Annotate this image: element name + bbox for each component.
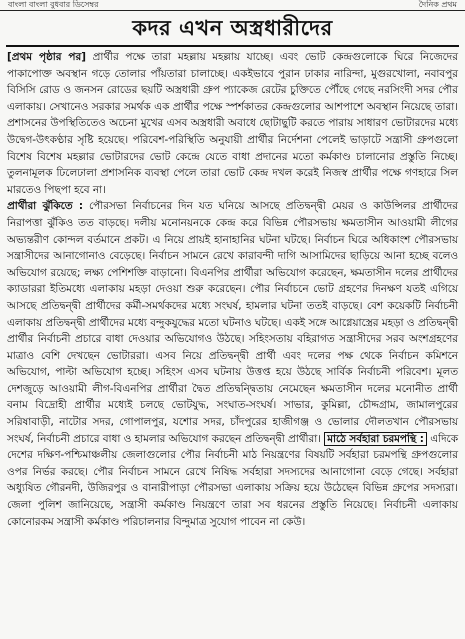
paragraph-1-text: প্রার্থীর পক্ষে তারা মহল্লায় মহল্লায় যাচ্ছে। এবং ভোট কেন্দ্রগুলোকে ঘিরে নিজেদের পাকাপোক্ত অবস্থান গড়ে তোলার পাঁয়তারা চালাচ্ছে। একইভাবে পুরান ঢাকার নারিন্দা, মুগুরখোলা, নবাবপুর বিসিসি রোড ও জনসন রোডের ছয়টি অস্ত্রধারী গ্রুপ প্যাকেজ রেটের চুক্তিতে পৌঁছে গেছে নরসিংদী সদর পৌর এলাকায়। সেখানেও সরকার সমর্থক এক প্রার্থীর পক্ষে স্পর্শকাতর কেন্দ্রগুলোর আশপাশে অবস্থান নিয়েছে তারা। প্রশাসনের উপস্থিতিতেও অচেনা মুখের এসব অস্ত্রধারী অবাধে ছোটাছুটি করতে পারায় সাধারণ ভোটারদের মধ্যে উদ্বেগ-উৎকণ্ঠার সৃষ্টি হয়েছে। পরিবেশ-পরিস্থিতি অনুযায়ী প্রার্থীর নির্দেশনা পেলেই ভাড়াটে সন্ত্রাসী গ্রুপগুলো বিশেষ বিশেষ মহল্লার ভোটারদের ভোট কেন্দ্রে যেতে বাধা প্রদানের মতো কর্মকাণ্ড চালানোর প্রস্তুতি নিচ্ছে। তুলনামূলক ঢিলেঢালা প্রশাসনিক ব্যবস্থা পেলে তারা ভোট কেন্দ্র দখল করেই নিজস্ব প্রার্থীর পক্ষে গণহারে সিল মারতেও পিছপা হবে না। [7, 51, 458, 196]
subhead-candidates-at-risk: প্রার্থীরা ঝুঁকিতে : [7, 200, 83, 213]
subhead-sarbahara: মাঠে সর্বহারা চরমপন্থি : [324, 432, 427, 446]
paragraph-2-tail-text: এদিকে দেশের দক্ষিণ-পশ্চিমাঞ্চলীয় জেলাগুলোর পৌর নির্বাচনী মাঠ নিয়ন্ত্রণের বিষয়টি সর্বহারা চরমপন্থি গ্রুপগুলোর ওপর নির্ভর করছে। পৌর নির্বাচন সামনে রেখে নিষিদ্ধ সর্বহারা সদস্যদের আনাগোনা বেড়ে গেছে। সর্বহারা অধ্যুষিত গৌরনদী, উজিরপুর ও বানারীপাড়া পৌরসভা এলাকায় সক্রিয় হয়ে উঠেছেন বিভিন্ন গ্রুপের সদস্যরা। জেলা পুলিশ জানিয়েছে, সন্ত্রাসী কর্মকাণ্ড নিয়ন্ত্রণে তারা সব ধরনের প্রস্তুতি নিয়েছে। নির্বাচনী এলাকায় কোনোরকম সন্ত্রাসী কর্মকাণ্ড পরিচালনার বিন্দুমাত্র সুযোগ পাবেন না কেউ। [7, 432, 458, 528]
top-strip-right: দৈনিক প্রথম [418, 0, 457, 9]
continuation-label: [প্রথম পৃষ্ঠার পর] [7, 51, 86, 63]
paragraph-2-text: পৌরসভা নির্বাচনের দিন যত ঘনিয়ে আসছে প্রতিদ্বন্দ্বী মেয়র ও কাউন্সিলর প্রার্থীদের নিরাপত্তা ঝুঁকিও তত বাড়ছে। দলীয় মনোনয়নকে কেন্দ্র করে বিভিন্ন পৌরসভায় ক্ষমতাসীন আওয়ামী লীগের অভ্যন্তরীণ কোন্দল বর্তমানে প্রকট। এ নিয়ে প্রায়ই হানাহানির ঘটনা ঘটছে। নির্বাচন ঘিরে অধিকাংশ পৌরসভায় সন্ত্রাসীদের আনাগোনাও বেড়েছে। নির্বাচন সামনে রেখে কারাবন্দী দাগি আসামিদের ছাড়িয়ে আনা হচ্ছে বলেও অভিযোগ রয়েছে; লক্ষ্য পেশিশক্তি বাড়ানো। বিএনপির প্রার্থীরা অভিযোগ করেছেন, ক্ষমতাসীন দলের প্রার্থীদের ক্যাডাররা ইতিমধ্যে এলাকায় মহড়া দেওয়া শুরু করেছেন। পৌর নির্বাচনে ভোট গ্রহণের দিনক্ষণ যতই এগিয়ে আসছে প্রতিদ্বন্দ্বী প্রার্থীদের কর্মী-সমর্থকদের মধ্যে সংঘর্ষ, হামলার ঘটনা ততই বাড়ছে। বেশ কয়েকটি নির্বাচনী এলাকায় প্রতিদ্বন্দ্বী প্রার্থীদের মধ্যে বন্দুকযুদ্ধের মতো ঘটনাও ঘটছে। একই সঙ্গে আগ্নেয়াস্ত্রের মহড়া ও প্রতিদ্বন্দ্বী প্রার্থীর নির্বাচনী প্রচারে বাধা দেওয়ার অভিযোগও উঠছে। সহিংসতায় বহিরাগত সন্ত্রাসীদের সরব অংশগ্রহণের মাত্রাও বেশি দেখছেন ভোটাররা। এসব নিয়ে প্রতিদ্বন্দ্বী প্রার্থী এবং দলের পক্ষ থেকে নির্বাচন কমিশনে অভিযোগ, পাল্টা অভিযোগ হচ্ছে। সহিংস এসব ঘটনায় উত্তপ্ত হয়ে উঠছে সার্বিক নির্বাচনী পরিবেশ। মূলত দেশজুড়ে আওয়ামী লীগ-বিএনপির প্রার্থীরা দ্বৈত প্রতিদ্বন্দ্বিতায় নেমেছেন ক্ষমতাসীন দলের মনোনীত প্রার্থী বনাম বিদ্রোহী প্রার্থীর মধ্যেই চলছে ভোটযুদ্ধ, সংঘাত-সংঘর্ষ। সাভার, কুমিল্লা, চৌদ্দগ্রাম, জামালপুরের সরিষাবাড়ী, নাটোর সদর, গোপালপুর, যশোর সদর, চাঁদপুরের হাজীগঞ্জ ও ভোলার দৌলতখান পৌরসভায় সংঘর্ষ, নির্বাচনী প্রচারে বাধা ও হামলার অভিযোগ করছেন প্রতিদ্বন্দ্বী প্রার্থীরা। [7, 200, 458, 445]
headline: কদর এখন অস্ত্রধারীদের [132, 16, 333, 40]
top-strip [0, 0, 465, 11]
top-strip-left: বাংলা বাংলা বুধবার ডিসেম্বর [8, 0, 99, 9]
paragraph-1 [7, 49, 458, 198]
article-body [0, 47, 465, 530]
paragraph-2 [7, 198, 458, 530]
